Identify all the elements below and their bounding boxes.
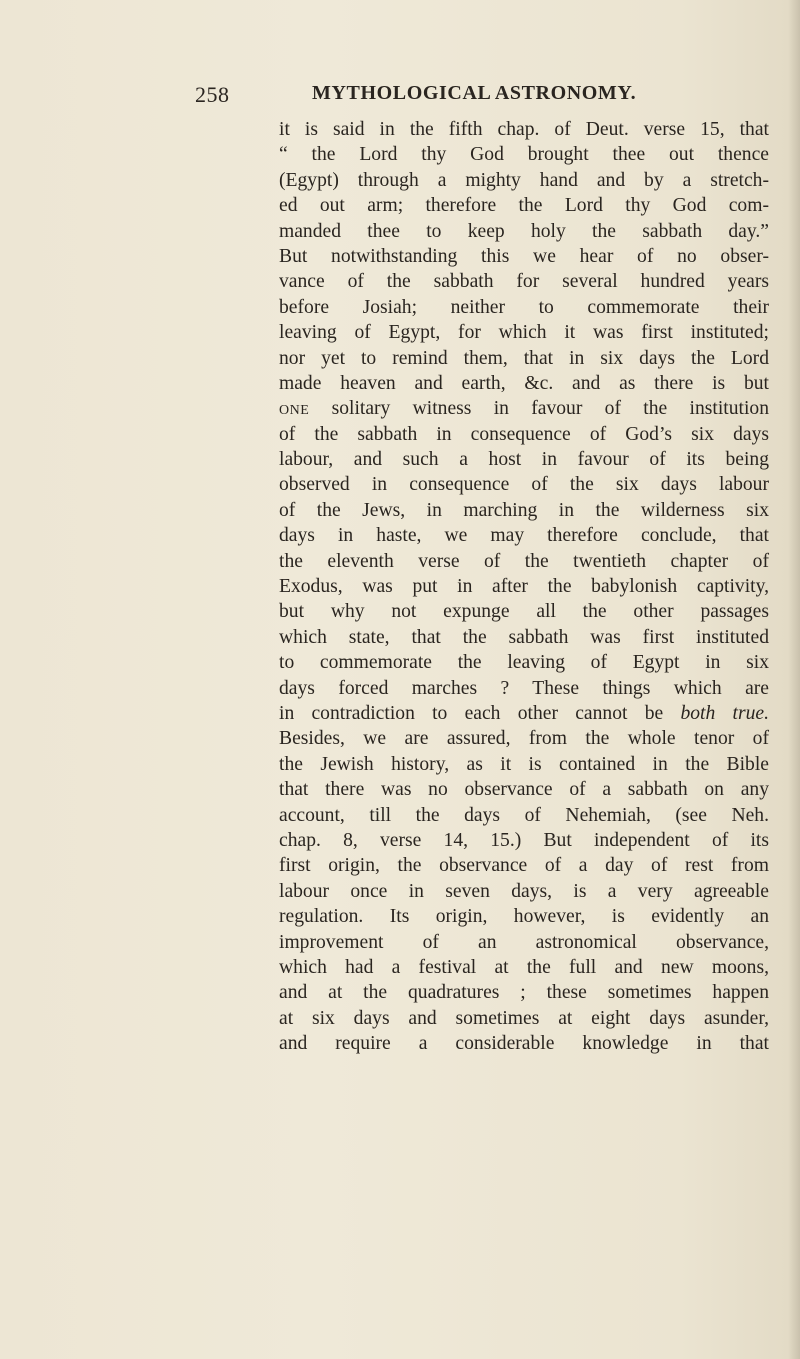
text-line (279, 701, 769, 726)
text-line (279, 549, 769, 574)
text-segment: account, till the days of Nehemiah, (see Neh. (279, 804, 769, 826)
text-segment: labour once in seven days, is a very agreeable (279, 880, 769, 902)
text-line (279, 219, 769, 244)
text-segment: (Egypt) through a mighty hand and by a stretch- (279, 169, 769, 191)
text-segment: made heaven and earth, &c. and as there is but (279, 372, 769, 394)
text-line (279, 1031, 769, 1056)
text-segment: of the sabbath in consequence of God’s six days (279, 423, 769, 445)
text-segment: first origin, the observance of a day of rest from (279, 855, 769, 877)
text-line (279, 295, 769, 320)
text-segment: leaving of Egypt, for which it was first instituted; (279, 322, 769, 344)
text-segment: improvement of an astronomical observance, (279, 931, 769, 953)
text-line (279, 320, 769, 345)
text-segment: and at the quadratures ; these sometimes happen (279, 982, 769, 1004)
text-segment: labour, and such a host in favour of its being (279, 449, 769, 471)
text-line (279, 117, 769, 142)
text-segment: of the Jews, in marching in the wilderness six (279, 499, 769, 521)
text-segment: but why not expunge all the other passages (279, 601, 769, 623)
text-line (279, 625, 769, 650)
text-line (279, 193, 769, 218)
text-line (279, 676, 769, 701)
text-segment: ed out arm; therefore the Lord thy God com- (279, 195, 769, 217)
text-segment: days forced marches ? These things which are (279, 677, 769, 699)
text-segment: vance of the sabbath for several hundred years (279, 271, 769, 293)
text-line (279, 599, 769, 624)
text-line (279, 371, 769, 396)
text-line (279, 472, 769, 497)
text-segment: to commemorate the leaving of Egypt in six (279, 652, 769, 674)
text-line (279, 244, 769, 269)
text-segment: which state, that the sabbath was first instituted (279, 626, 769, 648)
text-segment: which had a festival at the full and new moons, (279, 956, 769, 978)
running-head: MYTHOLOGICAL ASTRONOMY. (312, 82, 637, 104)
text-segment: Exodus, was put in after the babylonish captivity, (279, 576, 769, 598)
text-line (279, 396, 769, 421)
text-segment: Besides, we are assured, from the whole tenor of (279, 728, 769, 750)
text-segment: nor yet to remind them, that in six days the Lord (279, 347, 769, 369)
text-segment: the Jewish history, as it is contained in the Bible (279, 753, 769, 775)
text-line (279, 752, 769, 777)
text-line (279, 955, 769, 980)
text-segment: observed in consequence of the six days labour (279, 474, 769, 496)
text-line (279, 650, 769, 675)
text-line (279, 803, 769, 828)
text-segment: at six days and sometimes at eight days asunder, (279, 1007, 769, 1029)
body-text (279, 117, 769, 1056)
text-line (279, 142, 769, 167)
text-line (279, 422, 769, 447)
text-line (279, 904, 769, 929)
text-segment: chap. 8, verse 14, 15.) But independent of its (279, 829, 769, 851)
page-edge-shadow (788, 0, 800, 1359)
text-segment: the eleventh verse of the twentieth chapter of (279, 550, 769, 572)
page-number: 258 (195, 82, 230, 107)
text-segment: solitary witness in favour of the institution (309, 398, 769, 420)
text-segment: in contradiction to each other cannot be (279, 702, 681, 724)
text-line (279, 269, 769, 294)
text-line (279, 853, 769, 878)
small-caps-word: one (279, 398, 310, 420)
text-line (279, 498, 769, 523)
text-segment: But notwithstanding this we hear of no obser- (279, 245, 769, 267)
text-segment: manded thee to keep holy the sabbath day.” (279, 220, 769, 242)
italic-phrase: both true. (680, 702, 769, 724)
text-line (279, 346, 769, 371)
text-line (279, 1006, 769, 1031)
text-segment: regulation. Its origin, however, is evidently an (279, 906, 769, 928)
text-segment: before Josiah; neither to commemorate their (279, 296, 769, 318)
text-segment: days in haste, we may therefore conclude, that (279, 525, 769, 547)
text-line (279, 726, 769, 751)
text-segment: and require a considerable knowledge in that (279, 1033, 769, 1055)
text-line (279, 168, 769, 193)
text-segment: “ the Lord thy God brought thee out thence (279, 144, 769, 166)
text-segment: that there was no observance of a sabbath on any (279, 779, 769, 801)
text-line (279, 523, 769, 548)
page-header (195, 82, 675, 112)
text-line (279, 447, 769, 472)
text-line (279, 930, 769, 955)
text-line (279, 828, 769, 853)
text-segment: it is said in the fifth chap. of Deut. verse 15, that (279, 119, 769, 140)
text-line (279, 980, 769, 1005)
text-line (279, 777, 769, 802)
text-line (279, 574, 769, 599)
text-line (279, 879, 769, 904)
